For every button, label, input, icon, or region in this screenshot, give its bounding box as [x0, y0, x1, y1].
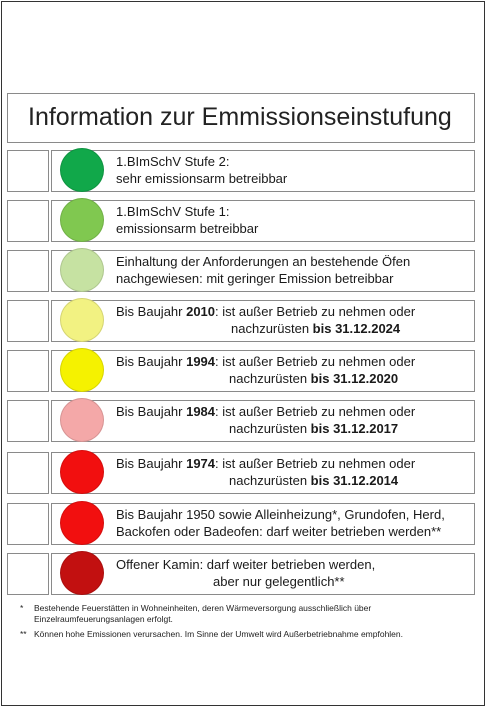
row-line-1: Bis Baujahr 2010: ist außer Betrieb zu nehmen oder — [116, 304, 416, 319]
row-text — [116, 455, 466, 488]
footnote-text: Können hohe Emissionen verursachen. Im Sinne der Umwelt wird Außerbetriebnahme empfohlen. — [34, 629, 404, 639]
row-text — [116, 253, 466, 287]
row-checkbox[interactable] — [7, 503, 49, 545]
row-text — [116, 556, 466, 589]
footnote-mark: * — [20, 603, 24, 613]
red-dot-icon — [60, 501, 104, 545]
row-line-2: nachgewiesen: mit geringer Emission betreibbar — [116, 271, 394, 286]
emission-row-baujahr-1984 — [7, 400, 475, 442]
green-dot-icon — [60, 148, 104, 192]
row-text — [116, 403, 466, 436]
row-line-2: emissionsarm betreibbar — [116, 221, 259, 236]
row-checkbox[interactable] — [7, 150, 49, 192]
pale-yellow-dot-icon — [60, 298, 104, 342]
emission-row-baujahr-2010 — [7, 300, 475, 342]
row-line-2: nachzurüsten bis 31.12.2020 — [229, 371, 399, 386]
row-checkbox[interactable] — [7, 400, 49, 442]
row-text — [116, 506, 466, 540]
emission-row-stufe-2 — [7, 150, 475, 192]
footnote-mark: ** — [20, 629, 27, 639]
emission-row-offener-kamin — [7, 553, 475, 595]
red-dot-icon — [60, 450, 104, 494]
row-checkbox[interactable] — [7, 300, 49, 342]
row-line-2: nachzurüsten bis 31.12.2014 — [229, 473, 399, 488]
footnote-text: Bestehende Feuerstätten in Wohneinheiten, deren Wärmeversorgung ausschließlich über Einzelraumfeuerungsanlagen erfolgt. — [34, 603, 372, 624]
row-line-1: Bis Baujahr 1984: ist außer Betrieb zu nehmen oder — [116, 404, 416, 419]
row-line-1: Bis Baujahr 1950 sowie Alleinheizung*, Grundofen, Herd, — [116, 507, 445, 522]
row-line-2: nachzurüsten bis 31.12.2024 — [231, 321, 401, 336]
row-line-2: Backofen oder Badeofen: darf weiter betrieben werden** — [116, 524, 442, 539]
light-red-dot-icon — [60, 398, 104, 442]
emission-row-baujahr-1950 — [7, 503, 475, 545]
light-green-dot-icon — [60, 198, 104, 242]
row-line-1: Bis Baujahr 1974: ist außer Betrieb zu nehmen oder — [116, 456, 416, 471]
yellow-dot-icon — [60, 348, 104, 392]
footnote — [20, 603, 470, 625]
title-box — [7, 93, 475, 143]
footnotes — [20, 603, 470, 644]
row-text — [116, 353, 466, 386]
row-line-2: aber nur gelegentlich** — [213, 574, 345, 589]
pale-green-dot-icon — [60, 248, 104, 292]
row-checkbox[interactable] — [7, 250, 49, 292]
row-text — [116, 153, 466, 187]
emission-row-bestehende-oefen — [7, 250, 475, 292]
row-line-1: 1.BImSchV Stufe 2: — [116, 154, 230, 169]
row-checkbox[interactable] — [7, 452, 49, 494]
row-line-2: sehr emissionsarm betreibbar — [116, 171, 288, 186]
row-line-1: 1.BImSchV Stufe 1: — [116, 204, 230, 219]
page-title: Information zur Emmissionseinstufung — [28, 103, 452, 131]
dark-red-dot-icon — [60, 551, 104, 595]
footnote — [20, 629, 470, 640]
row-checkbox[interactable] — [7, 350, 49, 392]
row-checkbox[interactable] — [7, 553, 49, 595]
row-line-2: nachzurüsten bis 31.12.2017 — [229, 421, 399, 436]
emission-row-stufe-1 — [7, 200, 475, 242]
row-checkbox[interactable] — [7, 200, 49, 242]
row-text — [116, 303, 466, 336]
row-text — [116, 203, 466, 237]
row-line-1: Bis Baujahr 1994: ist außer Betrieb zu nehmen oder — [116, 354, 416, 369]
row-line-1: Einhaltung der Anforderungen an bestehende Öfen — [116, 254, 411, 269]
emission-row-baujahr-1994 — [7, 350, 475, 392]
emission-row-baujahr-1974 — [7, 452, 475, 494]
row-line-1: Offener Kamin: darf weiter betrieben werden, — [116, 557, 376, 572]
